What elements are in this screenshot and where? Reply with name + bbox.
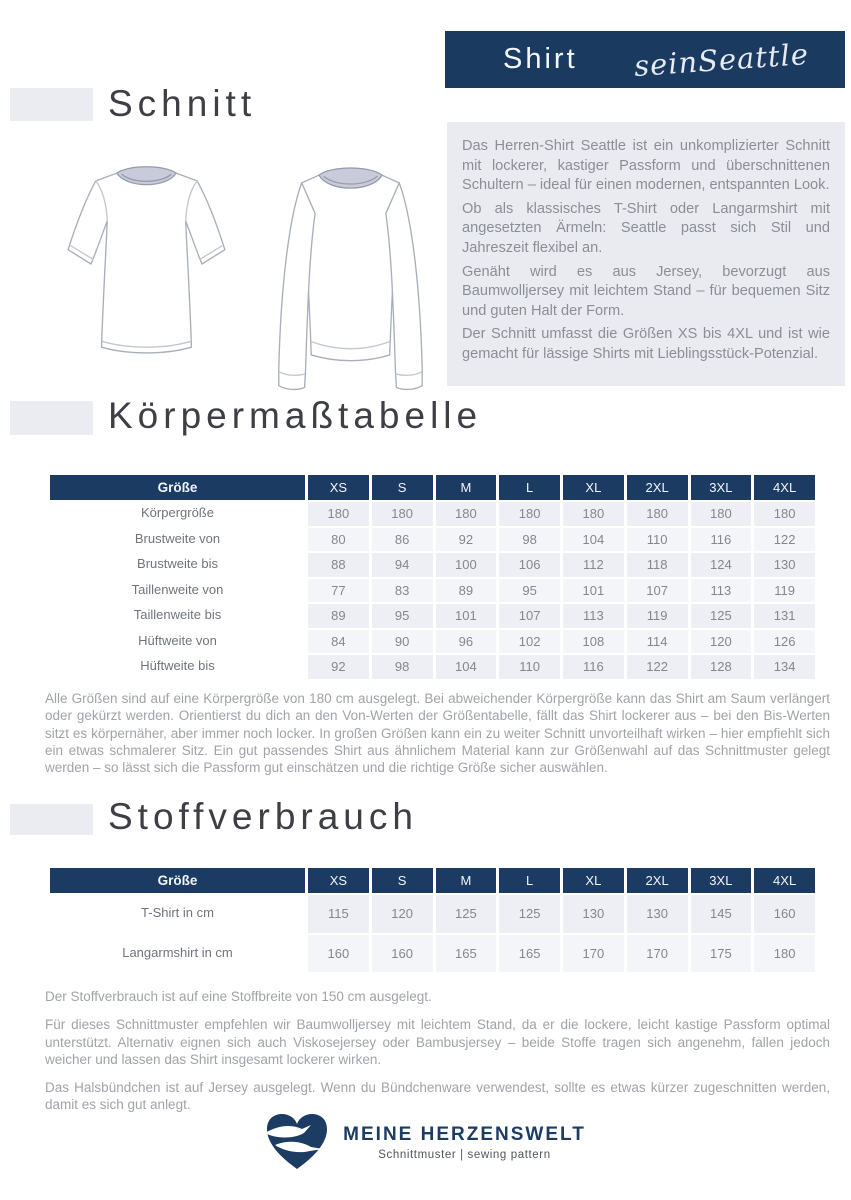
fabric-notes <box>45 988 830 1125</box>
table-cell: 90 <box>369 628 433 654</box>
table-cell: 122 <box>624 653 688 679</box>
table-cell: 92 <box>433 526 497 552</box>
table-row <box>50 500 815 526</box>
table-cell: 120 <box>688 628 752 654</box>
table-cell: 119 <box>624 602 688 628</box>
section-marker-schnitt <box>10 88 93 121</box>
table-header-row <box>50 868 815 893</box>
table-cell: 107 <box>624 577 688 603</box>
table-cell: 125 <box>433 893 497 933</box>
table-cell: 101 <box>560 577 624 603</box>
technical-drawings <box>48 156 448 394</box>
table-row-label: Brustweite bis <box>50 551 305 577</box>
long-sleeve-shirt-icon <box>252 156 448 399</box>
table-header-cell: L <box>496 475 560 500</box>
table-header-cell: M <box>433 475 497 500</box>
table-cell: 96 <box>433 628 497 654</box>
description-paragraph: Genäht wird es aus Jersey, bevorzugt aus Baumwolljersey mit leichtem Stand – für bequemen Sitz und guten Halt der Form. <box>462 263 830 319</box>
fabric-note: Das Halsbündchen ist auf Jersey ausgelegt. Wenn du Bündchenware verwendest, sollte es etwas kürzer zugeschnitten werden, damit es sich gut anlegt. <box>45 1080 830 1113</box>
table-row-label: Taillenweite bis <box>50 602 305 628</box>
table-cell: 160 <box>305 933 369 973</box>
footer-brand <box>0 1112 851 1172</box>
table-header-cell: 4XL <box>751 475 815 500</box>
table-cell: 131 <box>751 602 815 628</box>
table-row-label: Körpergröße <box>50 500 305 526</box>
table-cell: 95 <box>369 602 433 628</box>
table-row <box>50 602 815 628</box>
table-header-cell: S <box>369 868 433 893</box>
table-row-label: T-Shirt in cm <box>50 893 305 933</box>
table-cell: 102 <box>496 628 560 654</box>
table-cell: 180 <box>433 500 497 526</box>
table-cell: 130 <box>560 893 624 933</box>
table-header-cell: Größe <box>50 868 305 893</box>
table-cell: 175 <box>688 933 752 973</box>
table-cell: 94 <box>369 551 433 577</box>
table-cell: 180 <box>305 500 369 526</box>
table-cell: 104 <box>560 526 624 552</box>
section-title-stoffverbrauch: Stoffverbrauch <box>108 796 418 837</box>
table-cell: 124 <box>688 551 752 577</box>
product-title: Shirt <box>503 43 578 75</box>
table-cell: 114 <box>624 628 688 654</box>
table-cell: 130 <box>624 893 688 933</box>
table-cell: 125 <box>496 893 560 933</box>
table-header-cell: S <box>369 475 433 500</box>
table-cell: 115 <box>305 893 369 933</box>
table-cell: 180 <box>688 500 752 526</box>
table-row <box>50 933 815 973</box>
fabric-note: Der Stoffverbrauch ist auf eine Stoffbreite von 150 cm ausgelegt. <box>45 989 432 1004</box>
table-cell: 116 <box>560 653 624 679</box>
table-cell: 98 <box>369 653 433 679</box>
table-row <box>50 653 815 679</box>
table-row <box>50 893 815 933</box>
table-header-cell: XL <box>560 868 624 893</box>
table-cell: 92 <box>305 653 369 679</box>
table-cell: 89 <box>433 577 497 603</box>
table-header-cell: 3XL <box>688 475 752 500</box>
description-box <box>447 122 845 386</box>
title-bar <box>445 31 845 88</box>
table-cell: 86 <box>369 526 433 552</box>
table-header-row <box>50 475 815 500</box>
table-cell: 165 <box>433 933 497 973</box>
table-row-label: Hüftweite von <box>50 628 305 654</box>
table-cell: 104 <box>433 653 497 679</box>
table-cell: 160 <box>369 933 433 973</box>
table-cell: 113 <box>560 602 624 628</box>
table-row <box>50 526 815 552</box>
short-sleeve-tshirt-icon <box>48 156 244 394</box>
table-header-cell: L <box>496 868 560 893</box>
heart-logo-icon <box>265 1112 329 1172</box>
description-paragraph: Der Schnitt umfasst die Größen XS bis 4XL und ist wie gemacht für lässige Shirts mit Lieblingsstück-Potenzial. <box>462 326 830 362</box>
table-row <box>50 628 815 654</box>
table-cell: 128 <box>688 653 752 679</box>
section-marker-stoffverbrauch <box>10 804 93 835</box>
table-cell: 108 <box>560 628 624 654</box>
table-cell: 89 <box>305 602 369 628</box>
table-row-label: Langarmshirt in cm <box>50 933 305 973</box>
brand-name: MEINE HERZENSWELT <box>343 1123 586 1145</box>
description-paragraph: Das Herren-Shirt Seattle ist ein unkomplizierter Schnitt mit lockerer, kastiger Passform und überschnittenen Schultern – ideal für einen modernen, entspannten Look. <box>462 138 830 194</box>
table-cell: 125 <box>688 602 752 628</box>
body-measurement-table <box>50 475 815 679</box>
table-cell: 126 <box>751 628 815 654</box>
table-cell: 180 <box>624 500 688 526</box>
table-cell: 112 <box>560 551 624 577</box>
table-row <box>50 551 815 577</box>
table-header-cell: 4XL <box>751 868 815 893</box>
brand-tagline: Schnittmuster | sewing pattern <box>378 1148 551 1161</box>
table-cell: 160 <box>751 893 815 933</box>
table-row-label: Taillenweite von <box>50 577 305 603</box>
brand-script-logo: seinSeattle <box>632 36 810 83</box>
table-header-cell: 3XL <box>688 868 752 893</box>
table-cell: 165 <box>496 933 560 973</box>
table-cell: 80 <box>305 526 369 552</box>
table-cell: 122 <box>751 526 815 552</box>
size-selection-note: Alle Größen sind auf eine Körpergröße von 180 cm ausgelegt. Bei abweichender Körpergröße kann das Shirt am Saum verlängert oder gekürzt werden. Orientierst du dich an den Von-Werten der Größentabelle, fällt das Shirt lockerer aus – bei den Bis-Werten sitzt es körpernäher, aber immer noch locker. In großen Größen kann ein zu weiter Schnitt unvorteilhaft wirken – hier empfiehlt sich ein etwas schmalerer Sitz. Ein gut passendes Shirt aus ähnlichem Material kann zur Größenwahl auf das Schnittmuster gelegt werden – so lässt sich die Passform gut einschätzen und die richtige Größe sicher auswählen. <box>45 691 830 776</box>
table-cell: 100 <box>433 551 497 577</box>
table-header-cell: XL <box>560 475 624 500</box>
table-cell: 118 <box>624 551 688 577</box>
description-paragraph: Ob als klassisches T-Shirt oder Langarmshirt mit angesetzten Ärmeln: Seattle passt sich Stil und Jahreszeit flexibel an. <box>462 200 830 256</box>
section-marker-koerpermasstabelle <box>10 401 93 435</box>
table-cell: 110 <box>624 526 688 552</box>
table-cell: 119 <box>751 577 815 603</box>
table-cell: 95 <box>496 577 560 603</box>
table-cell: 113 <box>688 577 752 603</box>
table-cell: 116 <box>688 526 752 552</box>
table-row <box>50 577 815 603</box>
table-cell: 180 <box>751 933 815 973</box>
table-header-cell: XS <box>305 868 369 893</box>
section-title-koerpermasstabelle: Körpermaßtabelle <box>108 395 483 436</box>
table-cell: 120 <box>369 893 433 933</box>
table-cell: 88 <box>305 551 369 577</box>
table-cell: 84 <box>305 628 369 654</box>
table-cell: 180 <box>560 500 624 526</box>
table-cell: 130 <box>751 551 815 577</box>
table-cell: 77 <box>305 577 369 603</box>
table-header-cell: 2XL <box>624 475 688 500</box>
table-header-cell: 2XL <box>624 868 688 893</box>
table-cell: 170 <box>624 933 688 973</box>
fabric-usage-table <box>50 868 815 972</box>
table-cell: 180 <box>496 500 560 526</box>
table-cell: 180 <box>369 500 433 526</box>
table-cell: 98 <box>496 526 560 552</box>
table-header-cell: XS <box>305 475 369 500</box>
table-row-label: Hüftweite bis <box>50 653 305 679</box>
table-cell: 107 <box>496 602 560 628</box>
table-cell: 106 <box>496 551 560 577</box>
section-title-schnitt: Schnitt <box>108 83 257 124</box>
table-cell: 180 <box>751 500 815 526</box>
table-cell: 145 <box>688 893 752 933</box>
table-cell: 170 <box>560 933 624 973</box>
table-header-cell: M <box>433 868 497 893</box>
table-cell: 101 <box>433 602 497 628</box>
table-cell: 110 <box>496 653 560 679</box>
fabric-note: Für dieses Schnittmuster empfehlen wir Baumwolljersey mit leichtem Stand, da er die lockere, leicht kastige Passform optimal unterstützt. Alternativ eignen sich auch Viskosejersey oder Bambusjersey – beide Stoffe tragen sich angenehm, fallen jedoch weicher und lassen das Shirt insgesamt lockerer wirken. <box>45 1017 830 1067</box>
table-row-label: Brustweite von <box>50 526 305 552</box>
table-cell: 83 <box>369 577 433 603</box>
table-header-cell: Größe <box>50 475 305 500</box>
footer-text-block <box>343 1124 586 1161</box>
table-cell: 134 <box>751 653 815 679</box>
